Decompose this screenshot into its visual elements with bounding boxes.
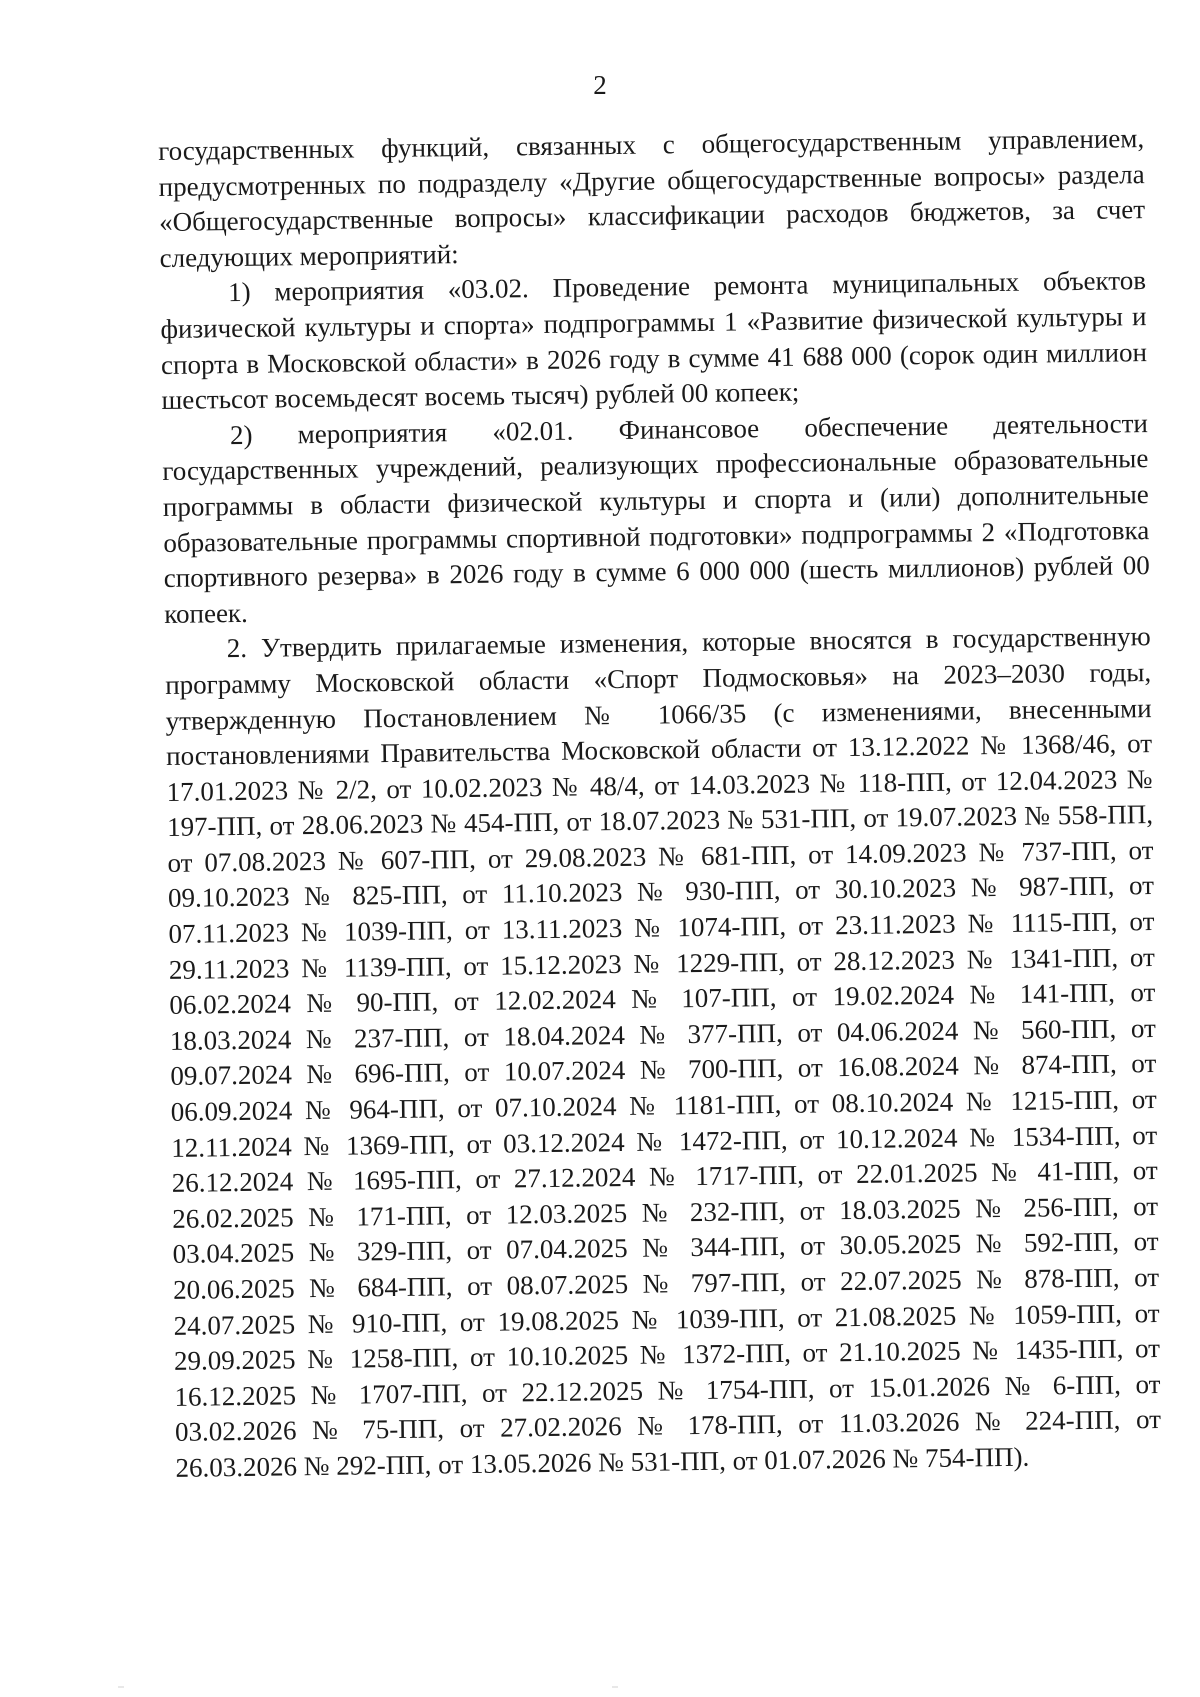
page-number: 2: [593, 70, 607, 100]
point-2-paragraph: 2. Утвердить прилагаемые изменения, которые вносятся в государственную программу Московской области «Спорт Подмосковья» на 2023–2030 годы, утвержденную Постановлением № 1066/35 (с изменениями, внесенными постановлениями Правительства Московской области от 13.12.2022 № 1368/46, от 17.01.2023 № 2/2, от 10.02.2023 № 48/4, от 14.03.2023 № 118-ПП, от 12.04.2023 № 197-ПП, от 28.06.2023 № 454-ПП, от 18.07.2023 № 531-ПП, от 19.07.2023 № 558-ПП, от 07.08.2023 № 607-ПП, от 29.08.2023 № 681-ПП, от 14.09.2023 № 737-ПП, от 09.10.2023 № 825-ПП, от 11.10.2023 № 930-ПП, от 30.10.2023 № 987-ПП, от 07.11.2023 № 1039-ПП, от 13.11.2023 № 1074-ПП, от 23.11.2023 № 1115-ПП, от 29.11.2023 № 1139-ПП, от 15.12.2023 № 1229-ПП, от 28.12.2023 № 1341-ПП, от 06.02.2024 № 90-ПП, от 12.02.2024 № 107-ПП, от 19.02.2024 № 141-ПП, от 18.03.2024 № 237-ПП, от 18.04.2024 № 377-ПП, от 04.06.2024 № 560-ПП, от 09.07.2024 № 696-ПП, от 10.07.2024 № 700-ПП, от 16.08.2024 № 874-ПП, от 06.09.2024 № 964-ПП, от 07.10.2024 № 1181-ПП, от 08.10.2024 № 1215-ПП, от 12.11.2024 № 1369-ПП, от 03.12.2024 № 1472-ПП, от 10.12.2024 № 1534-ПП, от 26.12.2024 № 1695-ПП, от 27.12.2024 № 1717-ПП, от 22.01.2025 № 41-ПП, от 26.02.2025 № 171-ПП, от 12.03.2025 № 232-ПП, от 18.03.2025 № 256-ПП, от 03.04.2025 № 329-ПП, от 07.04.2025 № 344-ПП, от 30.05.2025 № 592-ПП, от 20.06.2025 № 684-ПП, от 08.07.2025 № 797-ПП, от 22.07.2025 № 878-ПП, от 24.07.2025 № 910-ПП, от 19.08.2025 № 1039-ПП, от 21.08.2025 № 1059-ПП, от 29.09.2025 № 1258-ПП, от 10.10.2025 № 1372-ПП, от 21.10.2025 № 1435-ПП, от 16.12.2025 № 1707-ПП, от 22.12.2025 № 1754-ПП, от 15.01.2026 № 6-ПП, от 03.02.2026 № 75-ПП, от 27.02.2026 № 178-ПП, от 11.03.2026 № 224-ПП, от 26.03.2026 № 292-ПП, от 13.05.2026 № 531-ПП, от 01.07.2026 № 754-ПП).: [165, 621, 1162, 1483]
document-body: [158, 121, 1162, 1486]
scan-artifact: [612, 1686, 618, 1688]
intro-paragraph: государственных функций, связанных с общегосударственным управлением, предусмотренных по подразделу «Другие общегосударственные вопросы» раздела «Общегосударственные вопросы» классификации расходов бюджетов, за счет следующих мероприятий:: [158, 123, 1146, 273]
scan-artifact: [118, 1686, 124, 1688]
list-item-1: 1) мероприятия «03.02. Проведение ремонта муниципальных объектов физической культуры и спорта» подпрограммы 1 «Развитие физической культуры и спорта в Московской области» в 2026 году в сумме 41 688 000 (сорок один миллион шестьсот восемьдесят восемь тысяч) рублей 00 копеек;: [160, 265, 1148, 416]
list-item-2: 2) мероприятия «02.01. Финансовое обеспечение деятельности государственных учреждений, реализующих профессиональные образовательные программы в области физической культуры и спорта и (или) дополнительные образовательные программы спортивной подготовки» подпрограммы 2 «Подготовка спортивного резерва» в 2026 году в сумме 6 000 000 (шесть миллионов) рублей 00 копеек.: [162, 407, 1150, 629]
